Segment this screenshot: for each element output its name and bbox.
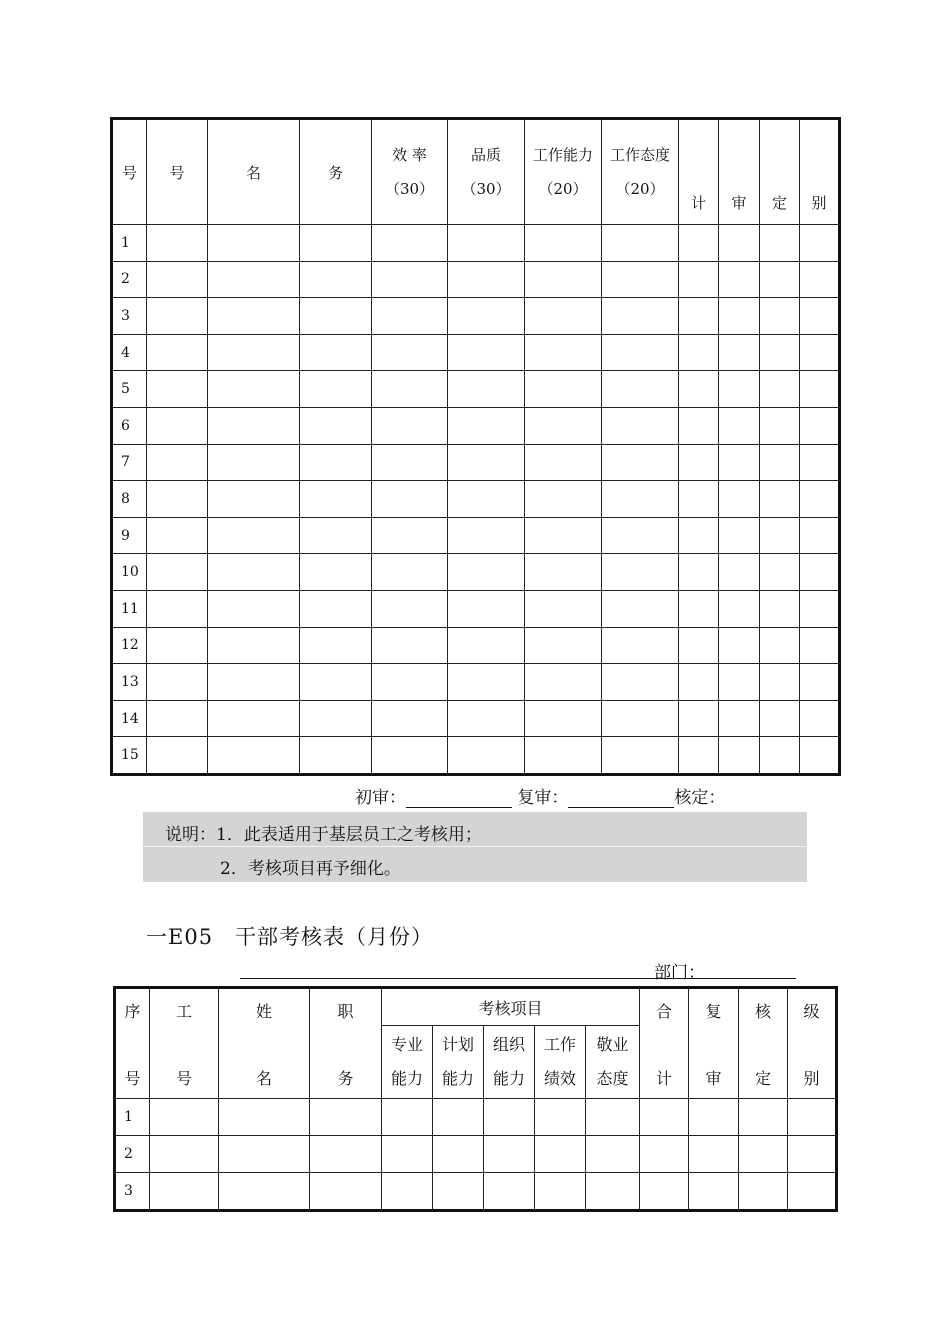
table-row [112,517,840,554]
table-cell[interactable] [484,1099,535,1136]
table-cell[interactable] [719,261,760,298]
table-cell[interactable] [760,334,800,371]
table-cell[interactable] [300,481,372,518]
table-row [112,371,840,408]
table-cell[interactable] [208,334,300,371]
table-cell[interactable] [760,737,800,775]
table-row [115,1099,837,1136]
table-cell[interactable] [800,664,840,701]
table-cell[interactable] [689,1099,739,1136]
table-cell[interactable] [147,444,208,481]
table-cell[interactable] [602,554,679,591]
table-cell[interactable] [372,444,448,481]
table-cell[interactable] [372,664,448,701]
row-number: 5 [112,371,147,408]
table-cell[interactable] [372,407,448,444]
row-number: 13 [112,664,147,701]
table-row [112,554,840,591]
header-review: 审 [719,119,760,225]
table-cell[interactable] [300,298,372,335]
table-cell[interactable] [800,261,840,298]
header-efficiency: 效 率 （30） [372,119,448,225]
table-cell[interactable] [448,737,525,775]
table-cell[interactable] [679,444,719,481]
table-cell[interactable] [602,517,679,554]
table-cell[interactable] [300,700,372,737]
table-cell[interactable] [208,590,300,627]
department-blank[interactable] [240,958,796,979]
header-quality: 品质 （30） [448,119,525,225]
table-cell[interactable] [602,261,679,298]
table-cell[interactable] [525,444,602,481]
table-cell[interactable] [147,664,208,701]
header2-dedication: 敬业 态度 [586,1026,640,1099]
table-cell[interactable] [448,700,525,737]
table-cell[interactable] [150,1173,219,1211]
table-cell[interactable] [679,225,719,262]
table-cell[interactable] [300,334,372,371]
table-cell[interactable] [719,590,760,627]
table-cell[interactable] [602,371,679,408]
row-number: 15 [112,737,147,775]
header2-approve: 核 定 [739,988,788,1099]
table-cell[interactable] [800,407,840,444]
table-row [112,225,840,262]
table-row [112,590,840,627]
table-cell[interactable] [448,554,525,591]
table-cell[interactable] [382,1136,433,1173]
table-cell[interactable] [760,554,800,591]
table-cell[interactable] [800,627,840,664]
header2-professional-ability: 专业 能力 [382,1026,433,1099]
table-cell[interactable] [372,627,448,664]
table-cell[interactable] [382,1099,433,1136]
row-number: 3 [112,298,147,335]
initial-review-label: 初审： [355,788,406,808]
table-cell[interactable] [448,225,525,262]
table-cell[interactable] [679,627,719,664]
table-row [112,627,840,664]
department-label: 部门： [654,963,705,983]
table-cell[interactable] [300,664,372,701]
table-cell[interactable] [586,1173,640,1211]
header-approve: 定 [760,119,800,225]
table-cell[interactable] [147,407,208,444]
header-seq: 号 [112,119,147,225]
row-number: 12 [112,627,147,664]
table-row [115,1173,837,1211]
table-cell[interactable] [147,481,208,518]
table-cell[interactable] [679,371,719,408]
table-row [112,261,840,298]
table1-body [112,225,840,775]
table2-header-row-1 [115,988,837,1026]
table-cell[interactable] [800,737,840,775]
table-cell[interactable] [739,1099,788,1136]
table-cell[interactable] [719,298,760,335]
table-row [112,407,840,444]
table-cell[interactable] [208,481,300,518]
row-number: 8 [112,481,147,518]
table-cell[interactable] [372,225,448,262]
table-cell[interactable] [147,225,208,262]
row-number: 3 [115,1173,150,1211]
table-cell[interactable] [739,1173,788,1211]
table-cell[interactable] [300,225,372,262]
table-cell[interactable] [679,554,719,591]
table-cell[interactable] [433,1099,484,1136]
table-cell[interactable] [800,481,840,518]
table-cell[interactable] [602,334,679,371]
table-cell[interactable] [147,298,208,335]
table-cell[interactable] [719,664,760,701]
table-cell[interactable] [448,334,525,371]
table-cell[interactable] [372,334,448,371]
header2-organizing-ability: 组织 能力 [484,1026,535,1099]
row-number: 14 [112,700,147,737]
table-cell[interactable] [679,664,719,701]
table-cell[interactable] [208,664,300,701]
header2-seq: 序 号 [115,988,150,1099]
table-cell[interactable] [300,590,372,627]
note-box [143,812,807,882]
table-cell[interactable] [525,517,602,554]
cadre-evaluation-table [113,986,838,1212]
table-cell[interactable] [300,627,372,664]
header-work-attitude: 工作态度 （20） [602,119,679,225]
table-cell[interactable] [372,261,448,298]
table-cell[interactable] [525,627,602,664]
table-cell[interactable] [372,737,448,775]
staff-evaluation-table [110,117,841,776]
table-cell[interactable] [525,664,602,701]
table-cell[interactable] [372,371,448,408]
header-total: 计 [679,119,719,225]
header2-group: 考核项目 [382,988,640,1026]
table-cell[interactable] [602,298,679,335]
table-cell[interactable] [433,1136,484,1173]
table-cell[interactable] [208,554,300,591]
table-cell[interactable] [300,371,372,408]
table-cell[interactable] [150,1136,219,1173]
table-cell[interactable] [433,1173,484,1211]
table-cell[interactable] [147,554,208,591]
table-cell[interactable] [586,1099,640,1136]
table-cell[interactable] [719,737,760,775]
table-cell[interactable] [602,481,679,518]
table-cell[interactable] [208,444,300,481]
table-cell[interactable] [760,700,800,737]
table-cell[interactable] [679,700,719,737]
table-cell[interactable] [300,261,372,298]
table-cell[interactable] [719,444,760,481]
table-cell[interactable] [640,1136,689,1173]
header-emp-no: 号 [147,119,208,225]
table-cell[interactable] [448,444,525,481]
table-cell[interactable] [719,225,760,262]
table-cell[interactable] [679,407,719,444]
section-title: 一E05 干部考核表（月份） [146,925,434,949]
table-cell[interactable] [800,700,840,737]
table-cell[interactable] [719,334,760,371]
table-cell[interactable] [739,1136,788,1173]
table-cell[interactable] [525,481,602,518]
table-cell[interactable] [535,1173,586,1211]
second-review-blank[interactable] [568,789,674,808]
table-cell[interactable] [300,407,372,444]
table1-header-row [112,119,840,225]
table-cell[interactable] [525,298,602,335]
table-cell[interactable] [310,1173,382,1211]
note-divider [143,846,807,847]
table-cell[interactable] [602,700,679,737]
table-cell[interactable] [448,261,525,298]
table-cell[interactable] [310,1136,382,1173]
table-cell[interactable] [448,298,525,335]
header2-grade: 级 别 [788,988,837,1099]
table-cell[interactable] [689,1136,739,1173]
table-cell[interactable] [525,737,602,775]
table-cell[interactable] [147,627,208,664]
table-cell[interactable] [679,334,719,371]
table-cell[interactable] [372,517,448,554]
table-cell[interactable] [760,627,800,664]
row-number: 9 [112,517,147,554]
table-row [112,481,840,518]
table-cell[interactable] [525,334,602,371]
table-cell[interactable] [719,554,760,591]
table-cell[interactable] [300,554,372,591]
table-cell[interactable] [147,590,208,627]
row-number: 2 [115,1136,150,1173]
table-cell[interactable] [719,627,760,664]
table-cell[interactable] [679,737,719,775]
table-cell[interactable] [525,225,602,262]
row-number: 7 [112,444,147,481]
table-cell[interactable] [535,1099,586,1136]
table-cell[interactable] [679,590,719,627]
table-cell[interactable] [219,1173,310,1211]
table-cell[interactable] [788,1136,837,1173]
table-cell[interactable] [372,298,448,335]
table-cell[interactable] [800,371,840,408]
table-cell[interactable] [147,517,208,554]
table-cell[interactable] [310,1099,382,1136]
table-cell[interactable] [760,261,800,298]
table-row [115,1136,837,1173]
table-cell[interactable] [602,444,679,481]
table-cell[interactable] [535,1136,586,1173]
table-cell[interactable] [448,590,525,627]
header-work-ability: 工作能力 （20） [525,119,602,225]
table-cell[interactable] [208,700,300,737]
table-cell[interactable] [760,371,800,408]
table-cell[interactable] [208,371,300,408]
table-cell[interactable] [800,444,840,481]
table-cell[interactable] [788,1099,837,1136]
table2-body [115,1099,837,1211]
table-cell[interactable] [147,700,208,737]
table-cell[interactable] [689,1173,739,1211]
table-cell[interactable] [300,517,372,554]
table-cell[interactable] [800,554,840,591]
table-cell[interactable] [525,700,602,737]
table-cell[interactable] [448,481,525,518]
table-cell[interactable] [484,1173,535,1211]
table-cell[interactable] [147,371,208,408]
row-number: 1 [112,225,147,262]
table-cell[interactable] [484,1136,535,1173]
table-cell[interactable] [586,1136,640,1173]
table-cell[interactable] [760,590,800,627]
table-cell[interactable] [208,298,300,335]
table-cell[interactable] [372,590,448,627]
table-row [112,444,840,481]
signature-line [355,783,725,808]
header-grade: 别 [800,119,840,225]
table-cell[interactable] [372,700,448,737]
table-cell[interactable] [602,664,679,701]
table-cell[interactable] [525,261,602,298]
row-number: 6 [112,407,147,444]
table-cell[interactable] [208,225,300,262]
table-cell[interactable] [219,1136,310,1173]
table-cell[interactable] [208,517,300,554]
table-cell[interactable] [147,334,208,371]
table-cell[interactable] [719,371,760,408]
table-cell[interactable] [300,737,372,775]
table-cell[interactable] [602,407,679,444]
table-row [112,700,840,737]
initial-review-blank[interactable] [406,789,512,808]
table-cell[interactable] [719,407,760,444]
table-cell[interactable] [602,225,679,262]
table-cell[interactable] [525,407,602,444]
table-cell[interactable] [602,627,679,664]
table-cell[interactable] [760,481,800,518]
header2-planning-ability: 计划 能力 [433,1026,484,1099]
table-row [112,334,840,371]
table-cell[interactable] [525,554,602,591]
table-cell[interactable] [147,261,208,298]
row-number: 10 [112,554,147,591]
table-cell[interactable] [448,627,525,664]
table-cell[interactable] [525,371,602,408]
second-review-label: 复审： [517,788,569,808]
table-cell[interactable] [800,517,840,554]
header2-name: 姓 名 [219,988,310,1099]
table-row [112,664,840,701]
table-cell[interactable] [800,590,840,627]
table-cell[interactable] [760,664,800,701]
header2-review: 复 审 [689,988,739,1099]
header2-position: 职 务 [310,988,382,1099]
table-cell[interactable] [448,371,525,408]
header2-emp-no: 工 号 [150,988,219,1099]
table-cell[interactable] [208,261,300,298]
table-cell[interactable] [640,1173,689,1211]
table-cell[interactable] [719,517,760,554]
table-cell[interactable] [372,554,448,591]
table-cell[interactable] [208,737,300,775]
table-cell[interactable] [208,407,300,444]
header2-work-performance: 工作 绩效 [535,1026,586,1099]
table-row [112,737,840,775]
table-cell[interactable] [679,298,719,335]
table-cell[interactable] [382,1173,433,1211]
table-cell[interactable] [602,737,679,775]
header2-total: 合 计 [640,988,689,1099]
row-number: 2 [112,261,147,298]
note-line-1: 说明：1．此表适用于基层员工之考核用； [165,825,482,845]
table-cell[interactable] [372,481,448,518]
table-cell[interactable] [150,1099,219,1136]
note-line-2: 2．考核项目再予细化。 [220,859,401,879]
table-cell[interactable] [760,298,800,335]
approve-label: 核定： [674,788,726,808]
table-cell[interactable] [300,444,372,481]
row-number: 1 [115,1099,150,1136]
table-cell[interactable] [448,407,525,444]
table-cell[interactable] [640,1099,689,1136]
table-cell[interactable] [788,1173,837,1211]
table-cell[interactable] [719,481,760,518]
table-cell[interactable] [679,517,719,554]
row-number: 4 [112,334,147,371]
table-cell[interactable] [525,590,602,627]
table-cell[interactable] [800,225,840,262]
table-cell[interactable] [679,261,719,298]
table-cell[interactable] [760,225,800,262]
table-cell[interactable] [602,590,679,627]
table-row [112,298,840,335]
table-cell[interactable] [219,1099,310,1136]
header-position: 务 [300,119,372,225]
row-number: 11 [112,590,147,627]
table-cell[interactable] [800,334,840,371]
header-name: 名 [208,119,300,225]
table-cell[interactable] [448,664,525,701]
table-cell[interactable] [679,481,719,518]
table-cell[interactable] [208,627,300,664]
table-cell[interactable] [448,517,525,554]
table-cell[interactable] [760,444,800,481]
table-cell[interactable] [147,737,208,775]
table-cell[interactable] [719,700,760,737]
table-cell[interactable] [800,298,840,335]
table-cell[interactable] [760,407,800,444]
table-cell[interactable] [760,517,800,554]
